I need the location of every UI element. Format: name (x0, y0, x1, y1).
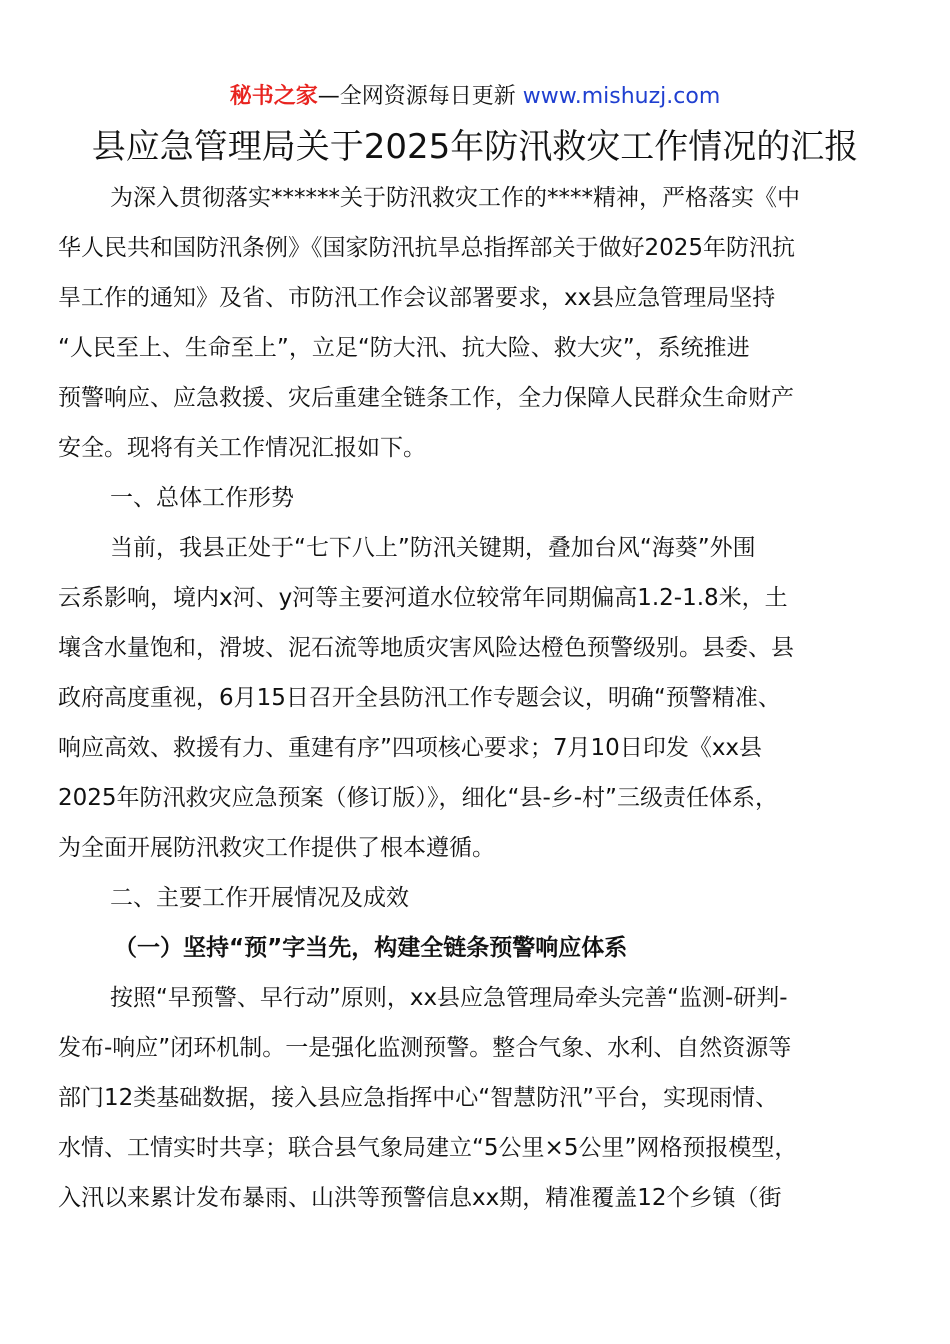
paragraph-line: 云系影响，境内x河、y河等主要河道水位较常年同期偏高1.2-1.8米，土 (58, 585, 788, 611)
paragraph-line: 当前，我县正处于“七下八上”防汛关键期，叠加台风“海葵”外围 (110, 535, 756, 561)
paragraph-line: 部门12类基础数据，接入县应急指挥中心“智慧防汛”平台，实现雨情、 (58, 1085, 779, 1111)
section-heading: 一、总体工作形势 (110, 485, 294, 511)
paragraph-line: 入汛以来累计发布暴雨、山洪等预警信息xx期，精准覆盖12个乡镇（街 (58, 1185, 782, 1211)
paragraph-line: 2025年防汛救灾应急预案（修订版）》，细化“县-乡-村”三级责任体系， (58, 785, 778, 811)
paragraph-line: 政府高度重视，6月15日召开全县防汛工作专题会议，明确“预警精准、 (58, 685, 781, 711)
subsection-heading: （一）坚持“预”字当先，构建全链条预警响应体系 (114, 935, 628, 961)
paragraph-line: 旱工作的通知》及省、市防汛工作会议部署要求，xx县应急管理局坚持 (58, 285, 776, 311)
paragraph-line: 预警响应、应急救援、灾后重建全链条工作，全力保障人民群众生命财产 (58, 385, 794, 411)
section-heading: 二、主要工作开展情况及成效 (110, 885, 409, 911)
document-body (58, 173, 893, 1223)
paragraph-line: 壤含水量饱和，滑坡、泥石流等地质灾害风险达橙色预警级别。县委、县 (58, 635, 794, 661)
paragraph-line: 按照“早预警、早行动”原则，xx县应急管理局牵头完善“监测-研判- (110, 985, 788, 1011)
site-url-link[interactable]: www.mishuzj.com (522, 84, 721, 109)
site-banner (0, 82, 950, 112)
paragraph-line: “人民至上、生命至上”，立足“防大汛、抗大险、救大灾”，系统推进 (58, 335, 750, 361)
paragraph-line: 响应高效、救援有力、重建有序”四项核心要求；7月10日印发《xx县 (58, 735, 763, 761)
paragraph-line: 为全面开展防汛救灾工作提供了根本遵循。 (58, 835, 495, 861)
paragraph-line: 发布-响应”闭环机制。一是强化监测预警。整合气象、水利、自然资源等 (58, 1035, 792, 1061)
site-slogan: —全网资源每日更新 (317, 84, 523, 109)
paragraph-line: 为深入贯彻落实******关于防汛救灾工作的****精神，严格落实《中 (110, 185, 800, 211)
site-name: 秘书之家 (229, 84, 318, 109)
paragraph-line: 安全。现将有关工作情况汇报如下。 (58, 435, 426, 461)
document-title: 县应急管理局关于2025年防汛救灾工作情况的汇报 (91, 127, 859, 167)
paragraph-line: 华人民共和国防汛条例》《国家防汛抗旱总指挥部关于做好2025年防汛抗 (58, 235, 796, 261)
paragraph-line: 水情、工情实时共享；联合县气象局建立“5公里×5公里”网格预报模型， (58, 1135, 798, 1161)
